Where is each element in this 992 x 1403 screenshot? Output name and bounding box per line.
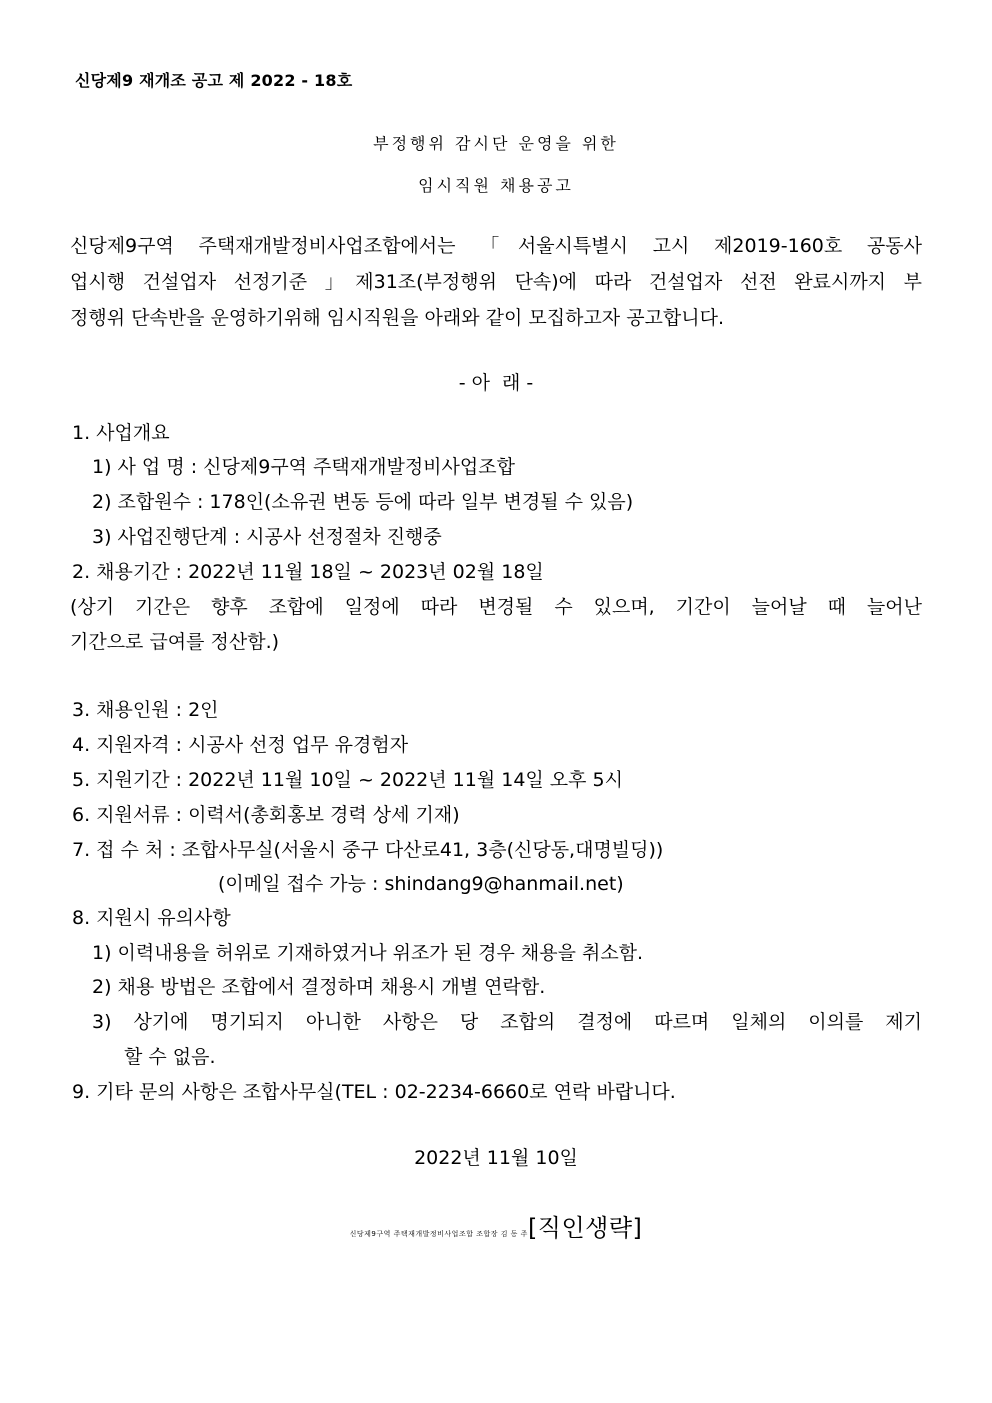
section-8-item-3-line-1: 3) 상기에 명기되지 아니한 사항은 당 조합의 결정에 따르며 일체의 이의를 제기	[92, 1011, 922, 1033]
signature-text: 신당제9구역 주택재개발정비사업조합 조합장 김 동 주	[349, 1230, 528, 1238]
intro-line-3: 정행위 단속반을 운영하기위해 임시직원을 아래와 같이 모집하고자 공고합니다.	[70, 307, 725, 329]
section-6-documents: 6. 지원서류 : 이력서(총회홍보 경력 상세 기재)	[72, 804, 460, 826]
below-heading: - 아 래 -	[458, 372, 534, 394]
section-7-email: (이메일 접수 가능 : shindang9@hanmail.net)	[218, 873, 624, 895]
section-1-title: 1. 사업개요	[72, 422, 170, 444]
intro-paragraph	[70, 228, 922, 336]
section-2-note-line-2: 기간으로 급여를 정산함.)	[70, 631, 280, 653]
section-2-period: 2. 채용기간 : 2022년 11월 18일 ~ 2023년 02월 18일	[72, 561, 544, 583]
section-1-item-3: 3) 사업진행단계 : 시공사 선정절차 진행중	[92, 526, 442, 548]
section-2-note-line-1: (상기 기간은 향후 조합에 일정에 따라 변경될 수 있으며, 기간이 늘어날 때 늘어난	[70, 596, 922, 618]
section-5-application-period: 5. 지원기간 : 2022년 11월 10일 ~ 2022년 11월 14일 오후 5시	[72, 769, 623, 791]
section-8-item-1: 1) 이력내용을 허위로 기재하였거나 위조가 된 경우 채용을 취소함.	[92, 942, 644, 964]
section-8-title: 8. 지원시 유의사항	[72, 907, 231, 929]
notice-number: 신당제9 재개조 공고 제 2022 - 18호	[75, 71, 353, 90]
seal-omitted: [직인생략]	[527, 1214, 643, 1242]
title-line-1: 부정행위 감시단 운영을 위한	[373, 134, 619, 153]
section-8-item-2: 2) 채용 방법은 조합에서 결정하며 채용시 개별 연락함.	[92, 976, 546, 998]
notice-date: 2022년 11월 10일	[414, 1147, 578, 1169]
section-1-item-1: 1) 사 업 명 : 신당제9구역 주택재개발정비사업조합	[92, 456, 515, 478]
title-line-2: 임시직원 채용공고	[418, 176, 574, 195]
intro-line-2: 업시행 건설업자 선정기준 」제31조(부정행위 단속)에 따라 건설업자 선전 완료시까지 부	[70, 271, 922, 293]
section-3-headcount: 3. 채용인원 : 2인	[72, 699, 219, 721]
section-1-item-2: 2) 조합원수 : 178인(소유권 변동 등에 따라 일부 변경될 수 있음)	[92, 491, 634, 513]
section-7-reception: 7. 접 수 처 : 조합사무실(서울시 중구 다산로41, 3층(신당동,대명빌딩))	[72, 839, 664, 861]
section-8-item-3-line-2: 할 수 없음.	[124, 1046, 216, 1068]
intro-line-1: 신당제9구역 주택재개발정비사업조합에서는 「서울시특별시 고시 제2019-160호 공동사	[70, 235, 922, 257]
section-9-contact: 9. 기타 문의 사항은 조합사무실(TEL : 02-2234-6660로 연락 바랍니다.	[72, 1081, 676, 1103]
signature-line	[0, 1208, 992, 1243]
section-4-qualification: 4. 지원자격 : 시공사 선정 업무 유경험자	[72, 734, 409, 756]
